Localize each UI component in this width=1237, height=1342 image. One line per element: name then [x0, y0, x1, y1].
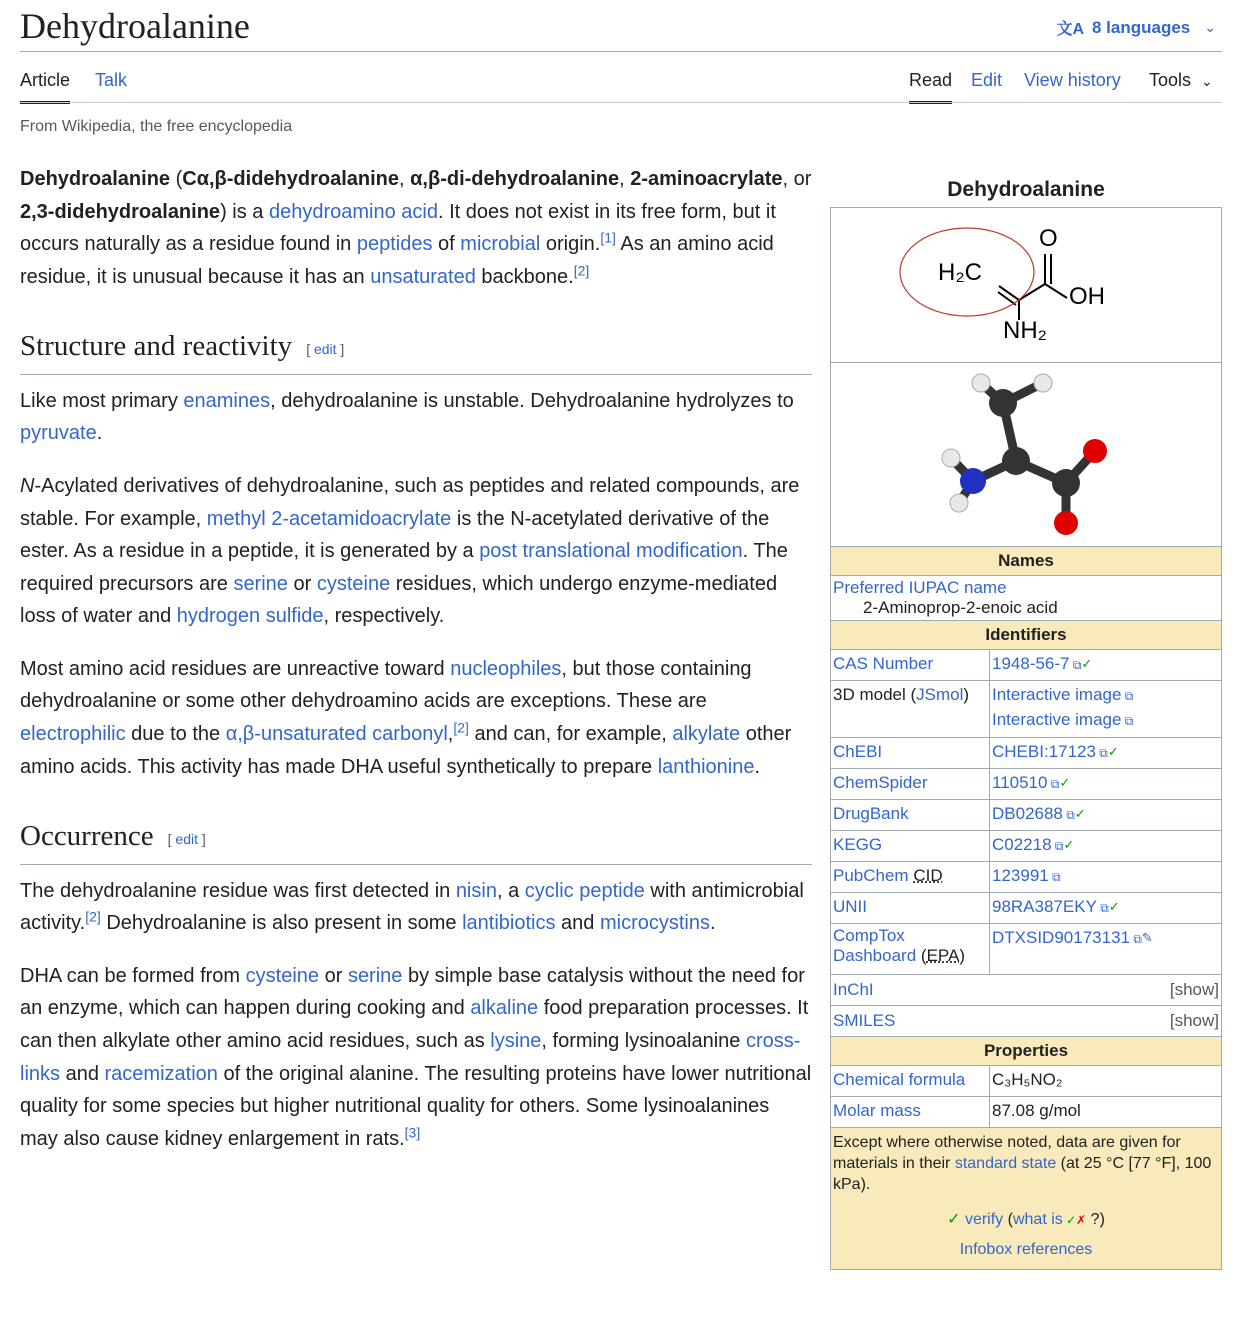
- italic-text: N: [20, 474, 35, 497]
- text: of the original alanine. The resulting proteins have lower nutritional quality for some species but higher nutritional quality for others. Some lysinoalanines may also cause kidney enlargement in rats.: [20, 1062, 812, 1150]
- nh2-label: NH₂: [1003, 317, 1047, 344]
- text: Dehydroalanine is also present in some: [100, 912, 463, 935]
- text: due to the: [125, 723, 226, 746]
- link-nucleophiles[interactable]: nucleophiles: [450, 657, 562, 680]
- cid-abbr: CID: [913, 866, 943, 885]
- properties-header: Properties: [831, 1037, 1221, 1066]
- link-serine[interactable]: serine: [233, 572, 288, 595]
- infobox-footer: [831, 1128, 1221, 1269]
- language-selector[interactable]: [1056, 16, 1216, 39]
- paragraph: [20, 653, 812, 783]
- chebi-link[interactable]: ChEBI: [833, 742, 883, 761]
- row-pubchem: [831, 862, 1221, 893]
- kegg-value-link[interactable]: C02218: [992, 835, 1052, 854]
- page-tabs: [20, 68, 1222, 104]
- inchi-link[interactable]: InChI: [833, 980, 874, 999]
- title-divider: [20, 51, 1222, 52]
- bold-term: Cα,β-didehydroalanine: [182, 168, 400, 190]
- text: (: [170, 168, 183, 190]
- text: The dehydroalanine residue was first detected in: [20, 879, 456, 902]
- tab-view-history[interactable]: View history: [1024, 70, 1121, 90]
- citation-2[interactable]: [2]: [85, 908, 101, 925]
- iupac-row: [831, 576, 1221, 621]
- text: .: [754, 755, 761, 778]
- skeletal-formula: [831, 208, 1223, 362]
- text: ) is a: [220, 200, 269, 223]
- chevron-down-icon: ⌄: [1201, 73, 1213, 89]
- text: , forming lysinoalanine: [541, 1029, 746, 1052]
- text: (at 25 °C [77 °F], 100 kPa).: [833, 1155, 1212, 1193]
- formula-value: C₃H₅NO₂: [992, 1070, 1063, 1089]
- tabs-divider: [20, 102, 1222, 103]
- tab-read[interactable]: Read: [909, 70, 953, 90]
- pubchem-value-link[interactable]: 123991: [992, 866, 1049, 885]
- external-link-icon: ⧉: [1121, 689, 1134, 703]
- pencil-icon[interactable]: ✎: [1141, 930, 1153, 945]
- formula-link[interactable]: Chemical formula: [833, 1070, 966, 1089]
- comptox-link[interactable]: CompTox Dashboard: [833, 926, 917, 965]
- check-icon: ✓: [1081, 656, 1093, 671]
- row-3d-model: [831, 681, 1221, 738]
- link-enamines[interactable]: enamines: [183, 389, 271, 412]
- bold-term: 2-aminoacrylate: [630, 168, 783, 190]
- text: and: [60, 1062, 105, 1085]
- verify-line: [833, 1205, 1219, 1235]
- text: backbone.: [475, 265, 574, 288]
- link-lanthionine[interactable]: lanthionine: [657, 755, 755, 778]
- text: Like most primary: [20, 389, 184, 412]
- chemspider-link[interactable]: ChemSpider: [833, 773, 928, 792]
- interactive-image-link-1[interactable]: Interactive image: [992, 685, 1122, 704]
- epa-abbr: EPA: [926, 946, 960, 965]
- chemspider-value-link[interactable]: 110510: [992, 773, 1048, 792]
- check-icon: ✓: [947, 1211, 961, 1228]
- o-label: O: [1039, 225, 1058, 252]
- link-post-translational[interactable]: post translational modification: [479, 540, 743, 563]
- text: ?): [1086, 1211, 1105, 1228]
- article-body: [20, 163, 812, 1175]
- text: (: [1003, 1211, 1013, 1228]
- tools-menu[interactable]: [1149, 70, 1213, 91]
- tools-label: Tools: [1149, 70, 1192, 90]
- citation-2[interactable]: [2]: [573, 262, 590, 279]
- link-lysine[interactable]: lysine: [490, 1029, 542, 1052]
- text: is the N-acetylated derivative of the ester. As a residue in a peptide, it is generated by a: [20, 507, 770, 563]
- external-link-icon: ⧉: [1096, 901, 1109, 915]
- paragraph: [20, 385, 812, 450]
- text: , dehydroalanine is unstable. Dehydroalanine hydrolyzes to: [270, 389, 794, 412]
- infobox-title: Dehydroalanine: [947, 178, 1105, 201]
- link-cysteine[interactable]: cysteine: [316, 572, 391, 595]
- link-hydrogen-sulfide[interactable]: hydrogen sulfide: [176, 605, 324, 628]
- link-dehydroamino-acid[interactable]: dehydroamino acid: [268, 200, 438, 223]
- row-inchi: [831, 975, 1221, 1006]
- link-cysteine[interactable]: cysteine: [245, 964, 320, 987]
- external-link-icon: ⧉: [1069, 658, 1082, 672]
- smiles-link[interactable]: SMILES: [833, 1011, 896, 1030]
- check-icon: ✓: [1063, 837, 1075, 852]
- bold-term: α,β-di-dehydroalanine: [410, 168, 620, 190]
- link-racemization[interactable]: racemization: [104, 1062, 218, 1085]
- external-link-icon: ⧉: [1121, 714, 1134, 728]
- names-header: Names: [831, 547, 1221, 576]
- infobox-table: [830, 207, 1222, 1270]
- external-link-icon: ⧉: [1047, 777, 1060, 791]
- drugbank-value-link[interactable]: DB02688: [992, 804, 1063, 823]
- row-kegg: [831, 831, 1221, 862]
- text: food preparation processes. It can then alkylate other amino acid residues, such as: [20, 997, 809, 1052]
- text: ,: [399, 168, 411, 190]
- oh-label: OH: [1069, 283, 1105, 310]
- drugbank-link[interactable]: DrugBank: [833, 804, 909, 823]
- external-link-icon: ⧉: [1062, 808, 1075, 822]
- link-alkaline[interactable]: alkaline: [470, 997, 539, 1020]
- structure-image[interactable]: [831, 208, 1221, 363]
- text: or: [287, 572, 317, 595]
- link-peptides[interactable]: peptides: [356, 233, 433, 256]
- text: .: [96, 422, 103, 445]
- citation-2[interactable]: [2]: [453, 719, 469, 736]
- paragraph: [20, 960, 812, 1156]
- link-nisin[interactable]: nisin: [455, 879, 497, 902]
- molar-mass-link[interactable]: Molar mass: [833, 1101, 921, 1120]
- tab-edit[interactable]: Edit: [971, 70, 1003, 90]
- text: by simple base catalysis without the need for an enzyme, which can happen during cooking and: [20, 964, 805, 1020]
- ball-and-stick-model: [831, 363, 1223, 546]
- pubchem-link[interactable]: PubChem: [833, 866, 914, 885]
- text: As an amino acid residue, it is unusual because it has an: [20, 233, 774, 288]
- row-drugbank: [831, 800, 1221, 831]
- what-is-link[interactable]: what is: [1012, 1211, 1063, 1228]
- infobox: [830, 173, 1222, 1270]
- link-alkylate[interactable]: alkylate: [672, 723, 741, 746]
- bold-term: 2,3-didehydroalanine: [20, 200, 221, 223]
- kegg-link[interactable]: KEGG: [833, 835, 883, 854]
- h2c-label: H₂C: [938, 259, 982, 286]
- translate-icon: 文A: [1056, 21, 1084, 38]
- text: DHA can be formed from: [20, 964, 246, 987]
- paragraph: [20, 875, 812, 940]
- external-link-icon: ⧉: [1129, 932, 1142, 946]
- iupac-value: 2-Aminoprop-2-enoic acid: [863, 598, 1058, 617]
- section-heading-structure: [20, 327, 812, 374]
- link-microcystins[interactable]: microcystins: [599, 912, 710, 935]
- link-microbial[interactable]: microbial: [460, 233, 541, 256]
- iupac-link[interactable]: Preferred IUPAC name: [833, 578, 1007, 597]
- text: and can, for example,: [468, 723, 673, 746]
- link-methyl-acetamidoacrylate[interactable]: methyl 2-acetamidoacrylate: [206, 507, 452, 530]
- link-unsaturated-carbonyl[interactable]: α,β-unsaturated carbonyl: [225, 723, 448, 746]
- text: and: [555, 912, 600, 935]
- infobox-references-link[interactable]: Infobox references: [959, 1241, 1093, 1258]
- tab-talk[interactable]: Talk: [95, 70, 128, 90]
- link-cross-links[interactable]: cross-links: [20, 1029, 801, 1085]
- link-pyruvate[interactable]: pyruvate: [20, 422, 97, 445]
- text: residues, which undergo enzyme-mediated loss of water and: [20, 572, 778, 628]
- paragraph: [20, 470, 812, 633]
- row-comptox: CompTox Dashboard (EPA) DTXSID90173131 ⧉✎: [831, 924, 1221, 975]
- check-icon: ✓: [1059, 775, 1071, 790]
- chebi-value-link[interactable]: CHEBI:17123: [992, 742, 1096, 761]
- text: .: [709, 912, 716, 935]
- link-serine[interactable]: serine: [347, 964, 403, 987]
- text: , a: [496, 879, 525, 902]
- row-unii: [831, 893, 1221, 924]
- text: origin.: [540, 233, 601, 256]
- molar-mass-value: 87.08 g/mol: [992, 1101, 1081, 1120]
- cas-value-link[interactable]: 1948-56-7: [992, 654, 1070, 673]
- row-smiles: [831, 1006, 1221, 1037]
- verify-link[interactable]: verify: [964, 1211, 1004, 1228]
- inchi-show-toggle[interactable]: [show]: [1169, 980, 1219, 999]
- page-title: Dehydroalanine: [20, 6, 250, 46]
- citation-1[interactable]: [1]: [600, 229, 616, 246]
- language-count: 8 languages: [1092, 17, 1191, 37]
- row-chebi: [831, 738, 1221, 769]
- site-sub: From Wikipedia, the free encyclopedia: [20, 118, 293, 135]
- interactive-image-link-2[interactable]: Interactive image: [992, 710, 1122, 729]
- model-label-close: ): [963, 685, 970, 704]
- check-icon: ✓: [1074, 806, 1086, 821]
- bold-term: Dehydroalanine: [20, 168, 171, 190]
- external-link-icon: ⧉: [1048, 870, 1061, 884]
- link-cyclic-peptide[interactable]: cyclic peptide: [524, 879, 645, 902]
- standard-state-link[interactable]: standard state: [954, 1155, 1057, 1172]
- text: other amino acids. This activity has made DHA useful synthetically to prepare: [20, 723, 792, 778]
- text: , or: [782, 168, 812, 190]
- identifiers-header: Identifiers: [831, 621, 1221, 650]
- external-link-icon: ⧉: [1095, 746, 1108, 760]
- text: with antimicrobial activity.: [20, 879, 804, 935]
- cas-link[interactable]: CAS Number: [833, 654, 934, 673]
- link-electrophilic[interactable]: electrophilic: [20, 723, 126, 746]
- ball-and-stick-image[interactable]: [831, 363, 1221, 547]
- row-cas: [831, 650, 1221, 681]
- row-chemspider: [831, 769, 1221, 800]
- heading-text: Structure and reactivity: [20, 330, 293, 363]
- tab-article[interactable]: Article: [20, 70, 71, 90]
- edit-section: [ edit ]: [167, 830, 206, 847]
- text: ,: [447, 723, 454, 746]
- text: or: [319, 964, 348, 987]
- external-link-icon: ⧉: [1051, 839, 1064, 853]
- text: ,: [619, 168, 631, 190]
- smiles-show-toggle[interactable]: [show]: [1169, 1011, 1219, 1030]
- check-cross-icon: ✓✗: [1066, 1213, 1087, 1227]
- chevron-down-icon: ⌄: [1204, 19, 1216, 35]
- text: . The required precursors are: [20, 540, 788, 595]
- text: Most amino acid residues are unreactive toward: [20, 657, 451, 680]
- comptox-value-link[interactable]: DTXSID90173131: [992, 928, 1130, 947]
- row-formula: [831, 1066, 1221, 1097]
- heading-text: Occurrence: [20, 820, 154, 853]
- model-label: 3D model (: [833, 685, 917, 704]
- citation-3[interactable]: [3]: [404, 1124, 421, 1141]
- page: [20, 0, 1222, 1342]
- edit-section: [ edit ]: [306, 340, 345, 357]
- text: , respectively.: [323, 605, 445, 628]
- unii-link[interactable]: UNII: [833, 897, 867, 916]
- text: of: [432, 233, 461, 256]
- jsmol-link[interactable]: JSmol: [916, 685, 964, 704]
- link-lantibiotics[interactable]: lantibiotics: [462, 912, 556, 935]
- standard-state-note: [833, 1132, 1219, 1195]
- text: Except where otherwise noted, data are given for materials in their: [833, 1134, 1181, 1172]
- row-molar-mass: [831, 1097, 1221, 1128]
- check-icon: ✓: [1107, 744, 1119, 759]
- check-icon: ✓: [1108, 899, 1120, 914]
- section-heading-occurrence: [20, 817, 812, 864]
- text: . It does not exist in its free form, but it occurs naturally as a residue found in: [20, 200, 776, 256]
- unii-value-link[interactable]: 98RA387EKY: [992, 897, 1097, 916]
- text: , but those containing dehydroalanine or some other dehydroamino acids are exceptions. These are: [20, 657, 752, 713]
- intro-paragraph: [20, 163, 812, 293]
- edit-section-link[interactable]: edit: [313, 340, 337, 357]
- link-unsaturated[interactable]: unsaturated: [370, 265, 476, 288]
- edit-section-link[interactable]: edit: [175, 830, 198, 847]
- text: -Acylated derivatives of dehydroalanine, such as peptides and related compounds, are stable. For example,: [20, 474, 800, 530]
